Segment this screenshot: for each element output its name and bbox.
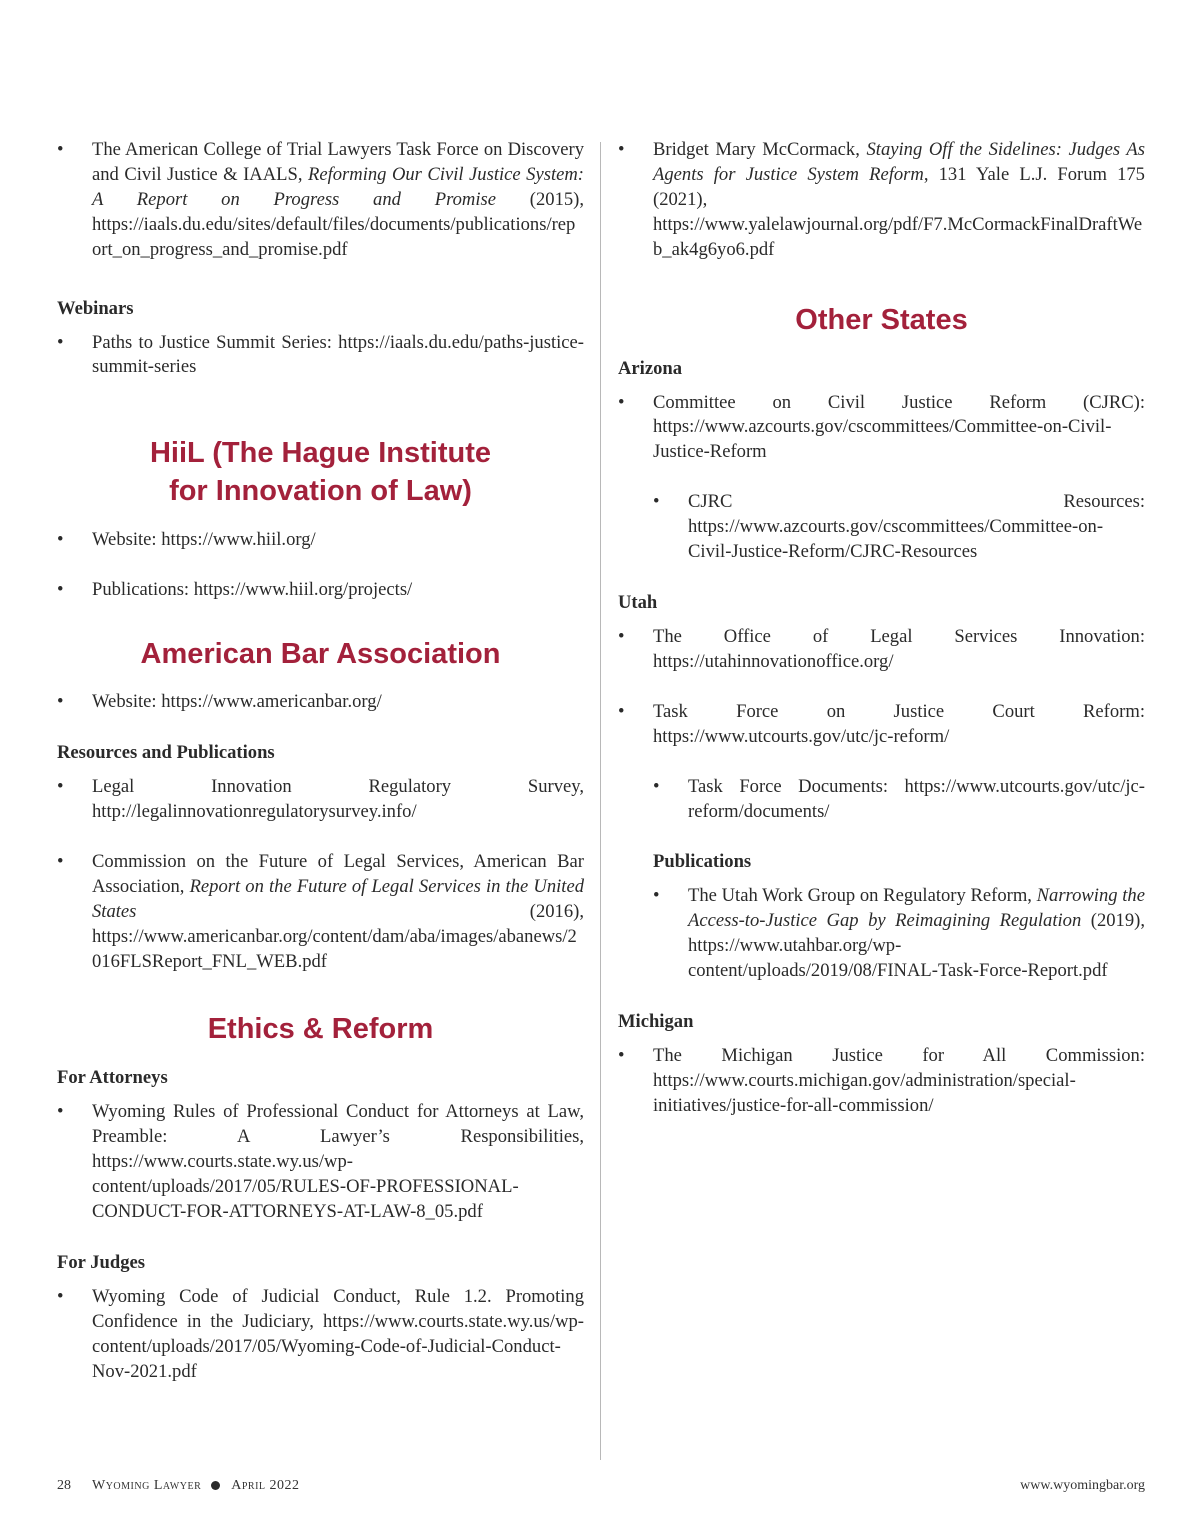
item-text: Publications: https://www.hiil.org/projects/ xyxy=(92,579,413,601)
item-text: Wyoming Code of Judicial Conduct, Rule 1.2. Promoting Confidence in the Judiciary, https://www.courts.state.wy.us/wp-content/uploads/2017/05/Wyoming-Code-of-Judicial-Conduct-Nov-2021.pdf xyxy=(92,1285,584,1382)
item-title: Staying Off the Sidelines: Judges As Agents for Justice System Reform xyxy=(653,139,1146,185)
issue-date: April 2022 xyxy=(231,1478,300,1493)
aba-section-title: American Bar Association xyxy=(140,638,501,671)
column-divider xyxy=(600,142,601,1460)
page-number: 28 xyxy=(57,1478,71,1493)
item-text: Website: https://www.hiil.org/ xyxy=(92,529,316,551)
list-item-utah-task-force xyxy=(618,700,1145,750)
list-item-attorneys-rules xyxy=(57,1100,584,1225)
sub-list-item-utah-publication xyxy=(653,884,1145,984)
item-text: Legal Innovation Regulatory Survey, http://legalinnovationregulatorysurvey.info/ xyxy=(92,776,584,822)
list-item-judicial-code xyxy=(57,1285,584,1385)
bullet: • xyxy=(57,579,64,601)
bullet: • xyxy=(618,391,625,413)
left-column xyxy=(57,138,584,1385)
item-text: Bridget Mary McCormack, xyxy=(653,139,867,160)
bullet-dot-icon xyxy=(211,1481,220,1490)
hiil-title-line-2: for Innovation of Law) xyxy=(169,475,472,508)
list-item-michigan-commission xyxy=(618,1044,1145,1119)
footer-website: www.wyomingbar.org xyxy=(1020,1478,1145,1493)
list-item-aba-commission xyxy=(57,850,584,975)
list-item-arizona-cjrc xyxy=(618,391,1145,466)
item-text: CJRC Resources: https://www.azcourts.gov/cscommittees/Committee-on-Civil-Justice-Reform/CJRC-Resources xyxy=(688,491,1145,563)
hiil-title-line-1: HiiL (The Hague Institute xyxy=(149,437,492,470)
bullet: • xyxy=(653,775,660,797)
list-item-aba-survey xyxy=(57,775,584,825)
item-text: The Office of Legal Services Innovation: https://utahinnovationoffice.org/ xyxy=(653,625,1145,672)
item-text: Website: https://www.americanbar.org/ xyxy=(92,691,382,713)
item-text: Commission on the Future of Legal Services, American Bar Association, xyxy=(92,850,584,897)
item-title: Report on the Future of Legal Services in the United States xyxy=(92,875,584,922)
item-text: Task Force on Justice Court Reform: https://www.utcourts.gov/utc/jc-reform/ xyxy=(653,700,1145,747)
right-column xyxy=(618,138,1145,1119)
bullet: • xyxy=(653,491,660,513)
item-citation: (2016), https://www.americanbar.org/content/dam/aba/images/abanews/2016FLSReport_FNL_WEB.pdf xyxy=(92,900,584,972)
item-citation: (2019), https://www.utahbar.org/wp-content/uploads/2019/08/FINAL-Task-Force-Report.pdf xyxy=(688,910,1145,982)
bullet: • xyxy=(653,885,660,907)
bullet: • xyxy=(57,776,64,798)
other-states-section-title: Other States xyxy=(795,303,968,336)
item-text: The American College of Trial Lawyers Task Force on Discovery and Civil Justice & IAALS, xyxy=(92,139,584,185)
bullet: • xyxy=(618,1045,625,1067)
item-title: Narrowing the Access-to-Justice Gap by Reimagining Regulation xyxy=(688,885,1145,932)
item-citation: , 131 Yale L.J. Forum 175 (2021), https://www.yalelawjournal.org/pdf/F7.McCormackFinalDraftWeb_ak4g6yo6.pdf xyxy=(653,163,1145,260)
bullet: • xyxy=(57,1285,64,1307)
item-text: The Michigan Justice for All Commission: https://www.courts.michigan.gov/administration/special-initiatives/justice-for-all-commission/ xyxy=(653,1045,1145,1116)
list-item-utah-innovation xyxy=(618,625,1145,675)
item-citation: (2015), https://iaals.du.edu/sites/default/files/documents/publications/report_on_progress_and_promise.pdf xyxy=(92,188,585,260)
judges-heading: For Judges xyxy=(57,1251,145,1273)
sub-list-item-task-force-documents xyxy=(653,775,1145,825)
bullet: • xyxy=(618,700,625,722)
utah-publications-heading: Publications xyxy=(653,851,752,873)
aba-resources-heading: Resources and Publications xyxy=(57,742,275,764)
item-text: Committee on Civil Justice Reform (CJRC): https://www.azcourts.gov/cscommittees/Committee-on-Civil-Justice-Reform xyxy=(653,391,1145,463)
michigan-heading: Michigan xyxy=(618,1011,694,1033)
utah-heading: Utah xyxy=(618,591,658,613)
list-item-webinars xyxy=(57,331,584,381)
list-item-acl-report xyxy=(57,138,584,263)
item-text: Task Force Documents: https://www.utcourts.gov/utc/jc-reform/documents/ xyxy=(688,775,1145,822)
item-text: Wyoming Rules of Professional Conduct for Attorneys at Law, Preamble: A Lawyer’s Responsibilities, https://www.courts.state.wy.us/wp-content/uploads/2017/05/RULES-OF-PROFESSIONAL-CONDUCT-FOR-ATTORNEYS-AT-LAW-8_05.pdf xyxy=(92,1101,584,1223)
attorneys-heading: For Attorneys xyxy=(57,1067,168,1089)
bullet: • xyxy=(57,1101,64,1123)
publication-name: Wyoming Lawyer xyxy=(92,1478,202,1493)
item-text: The Utah Work Group on Regulatory Reform, xyxy=(688,885,1037,907)
sub-list-item-cjrc-resources xyxy=(653,490,1145,565)
list-item-aba-website xyxy=(57,690,584,715)
hiil-section-title xyxy=(57,434,584,510)
arizona-heading: Arizona xyxy=(618,357,683,379)
bullet: • xyxy=(57,139,64,160)
bullet: • xyxy=(618,139,625,160)
list-item-hiil-website xyxy=(57,528,584,553)
item-title: Reforming Our Civil Justice System: A Report on Progress and Promise xyxy=(92,163,584,210)
footer-left xyxy=(57,1478,300,1494)
ethics-section-title: Ethics & Reform xyxy=(207,1013,434,1046)
bullet: • xyxy=(618,625,625,647)
bullet: • xyxy=(57,691,64,713)
list-item-hiil-publications xyxy=(57,578,584,603)
bullet: • xyxy=(57,529,64,551)
item-text: Paths to Justice Summit Series: https://iaals.du.edu/paths-justice-summit-series xyxy=(92,331,584,378)
webinars-heading: Webinars xyxy=(57,297,134,319)
list-item-mccormack xyxy=(618,138,1145,263)
bullet: • xyxy=(57,850,64,872)
bullet: • xyxy=(57,331,64,353)
